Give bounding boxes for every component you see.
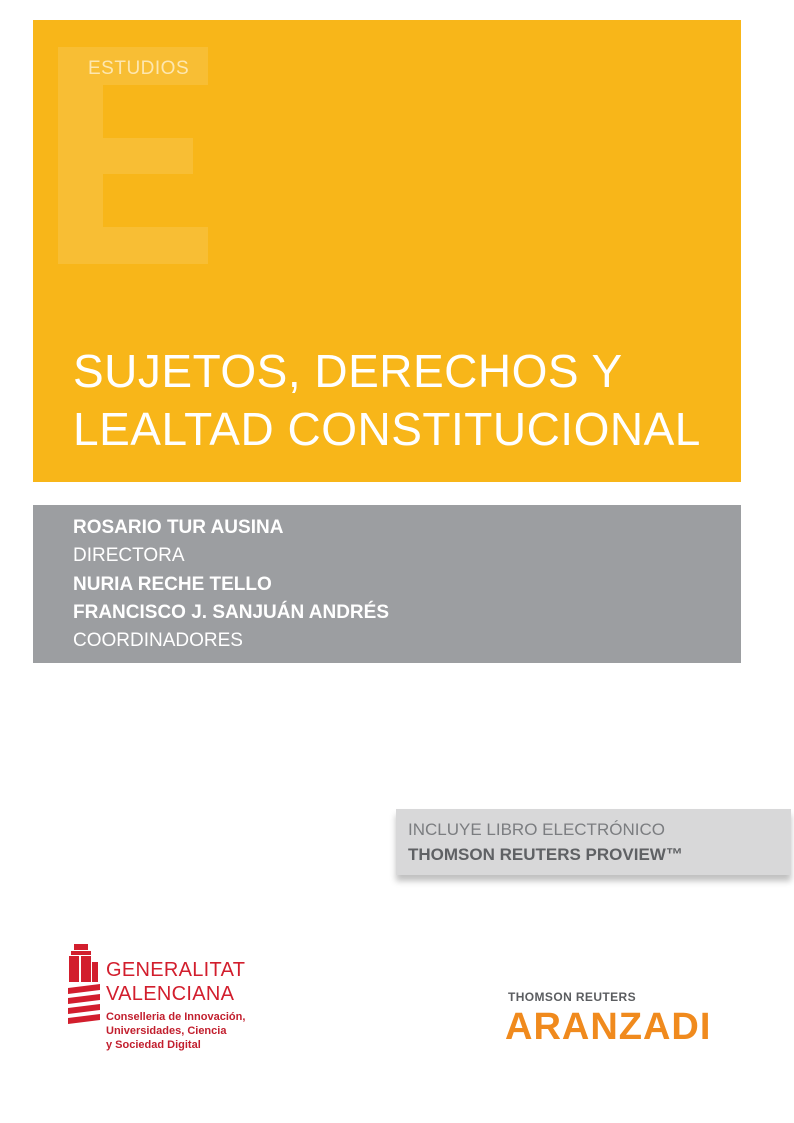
generalitat-department-line-3: y Sociedad Digital [106, 1039, 201, 1051]
director-name: ROSARIO TUR AUSINA [73, 517, 284, 538]
generalitat-name-line-2: VALENCIANA [106, 983, 235, 1005]
book-title [73, 342, 733, 458]
generalitat-emblem-icon [68, 944, 100, 1024]
generalitat-name [106, 958, 245, 1006]
coordinator-role: COORDINADORES [73, 630, 243, 651]
credits-panel [33, 505, 741, 663]
generalitat-department-line-2: Universidades, Ciencia [106, 1025, 227, 1037]
ebook-notice-line-1: INCLUYE LIBRO ELECTRÓNICO [408, 820, 665, 839]
coordinator-name-2: FRANCISCO J. SANJUÁN ANDRÉS [73, 602, 389, 623]
generalitat-department-line-1: Conselleria de Innovación, [106, 1011, 246, 1023]
cover-top-panel [33, 20, 741, 482]
series-label: ESTUDIOS [88, 58, 190, 79]
generalitat-name-line-1: GENERALITAT [106, 959, 246, 981]
coordinator-name-1: NURIA RECHE TELLO [73, 574, 272, 595]
publisher-group: THOMSON REUTERS [508, 990, 637, 1004]
publisher-name: ARANZADI [505, 1006, 712, 1048]
publisher-logo [505, 990, 715, 1050]
generalitat-valenciana-logo [68, 944, 268, 1054]
book-title-line-1: SUJETOS, DERECHOS Y [73, 345, 623, 397]
ebook-notice [396, 809, 791, 875]
generalitat-department [106, 1010, 245, 1052]
ebook-notice-line-2: THOMSON REUTERS PROVIEW™ [408, 845, 683, 864]
director-role: DIRECTORA [73, 545, 185, 566]
book-title-line-2: LEALTAD CONSTITUCIONAL [73, 403, 701, 455]
